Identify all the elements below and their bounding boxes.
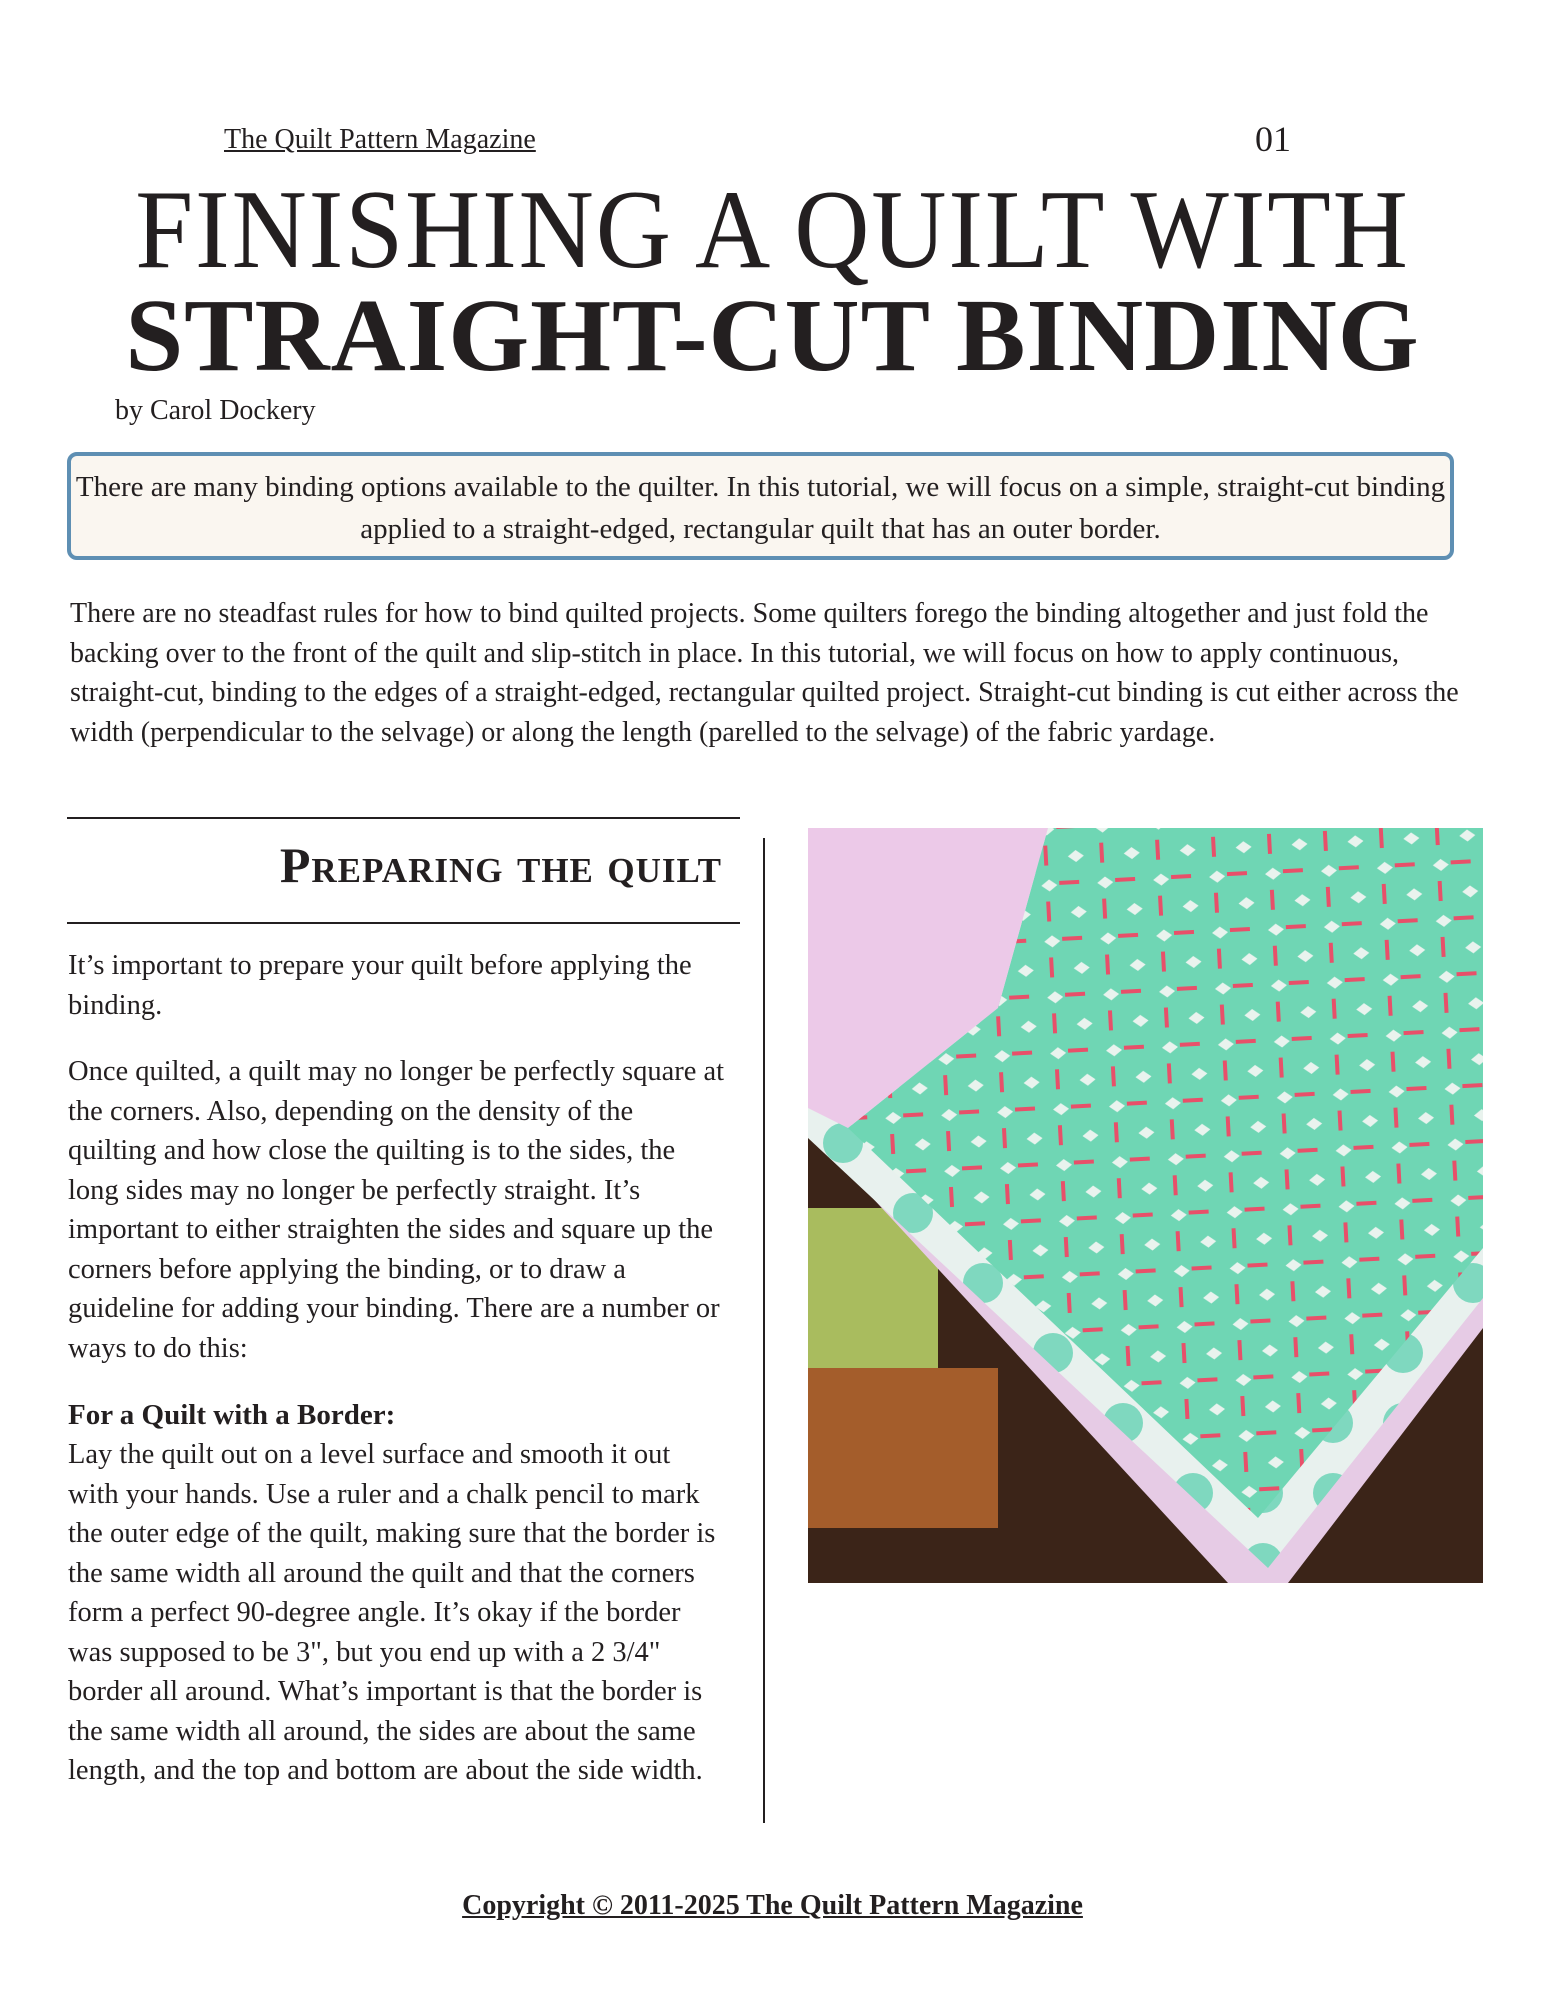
title-line-1: FINISHING A QUILT WITH bbox=[135, 168, 1410, 292]
page-number: 01 bbox=[1255, 119, 1291, 159]
title-line-2: STRAIGHT-CUT BINDING bbox=[125, 278, 1420, 393]
subheading: For a Quilt with a Border: bbox=[68, 1399, 396, 1431]
callout-box: There are many binding options available to the quilter. In this tutorial, we will focus on a simple, straight-cut binding applied to a straight-edged, rectangular quilt that has an outer border. bbox=[67, 452, 1454, 560]
divider-top bbox=[67, 817, 740, 819]
column-divider bbox=[763, 838, 765, 1823]
byline: by Carol Dockery bbox=[115, 395, 316, 426]
left-column bbox=[68, 946, 728, 1818]
divider-bottom bbox=[67, 922, 740, 924]
magazine-name: The Quilt Pattern Magazine bbox=[224, 124, 536, 155]
paragraph: Once quilted, a quilt may no longer be perfectly square at the corners. Also, depending on the density of the quilting and how close the quilting is to the sides, the long sides may no longer be perfectly straight. It’s important to either straighten the sides and square up the corners before applying the binding, or to draw a guideline for adding your binding. There are a number or ways to do this: bbox=[68, 1056, 725, 1364]
quilt-corner-photo bbox=[808, 828, 1483, 1583]
paragraph: It’s important to prepare your quilt before applying the binding. bbox=[68, 950, 692, 1021]
section-heading: Preparing the quilt bbox=[279, 837, 722, 893]
intro-paragraph: There are no steadfast rules for how to bind quilted projects. Some quilters forego the binding altogether and just fold the backing over to the front of the quilt and slip-stitch in place. In this tutorial, we will focus on how to apply continuous, straight-cut, binding to the edges of a straight-edged, rectangular quilted project. Straight-cut binding is cut either across the width (perpendicular to the selvage) or along the length (parelled to the selvage) of the fabric yardage. bbox=[70, 598, 1459, 748]
paragraph: Lay the quilt out on a level surface and smooth it out with your hands. Use a ruler and a chalk pencil to mark the outer edge of the quilt, making sure that the border is the same width all around the quilt and that the corners form a perfect 90-degree angle. It’s okay if the border was supposed to be 3", but you end up with a 2 3/4" border all around. What’s important is that the border is the same width all around, the sides are about the same length, and the top and bottom are about the side width. bbox=[68, 1439, 716, 1786]
copyright-footer: Copyright © 2011-2025 The Quilt Pattern Magazine bbox=[462, 1890, 1083, 1921]
